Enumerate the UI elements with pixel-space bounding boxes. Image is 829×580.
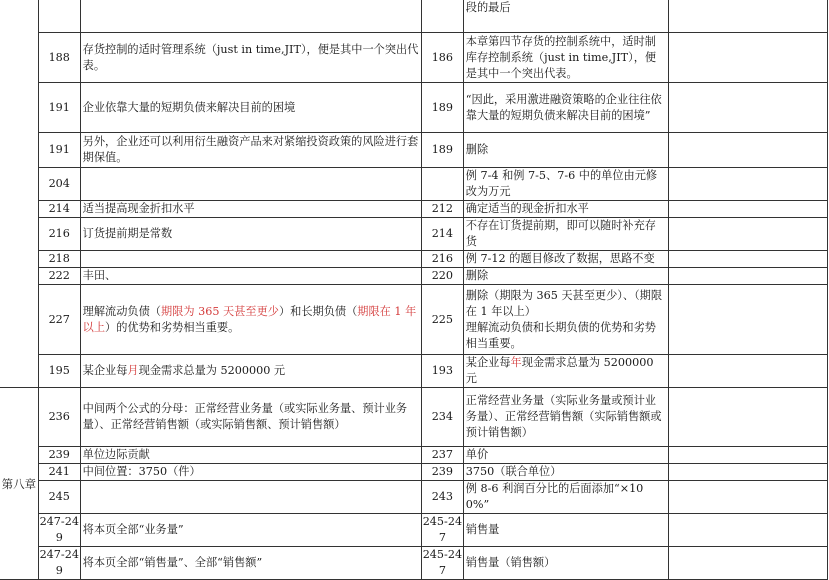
new-page-cell: 245-247 xyxy=(421,547,463,580)
new-text-line: 删除（期限为 365 天甚至更少）、（期限在 1 年以上） xyxy=(465,288,663,318)
old-text-cell: 丰田、 xyxy=(80,268,421,285)
table-row xyxy=(0,33,828,83)
old-text-cell xyxy=(80,285,421,355)
old-page-cell: 214 xyxy=(38,201,80,218)
new-text-cell: 确定适当的现金折扣水平 xyxy=(463,201,668,218)
old-page-cell: 239 xyxy=(38,447,80,464)
new-page-cell: 193 xyxy=(421,355,463,388)
old-page-cell: 247-249 xyxy=(38,547,80,580)
new-text-cell: 例 7-4 和例 7-5、7-6 中的单位由元修改为万元 xyxy=(463,168,668,201)
table-row xyxy=(0,285,828,355)
new-text-cell: 正常经营业务量（实际业务量或预计业务量）、正常经营销售额（实际销售额或预计销售额） xyxy=(463,388,668,447)
table-row xyxy=(0,447,828,464)
table-row xyxy=(0,251,828,268)
chapter-cell-7 xyxy=(0,0,38,388)
new-text-cell: 本章第四节存货的控制系统中，适时制库存控制系统（just in time,JIT），便是其中一个突出代表。 xyxy=(463,33,668,83)
new-page-cell: 186 xyxy=(421,33,463,83)
old-text-part: 现金需求总量为 5200000 元 xyxy=(138,364,286,377)
old-page-cell: 204 xyxy=(38,168,80,201)
new-page-cell: 212 xyxy=(421,201,463,218)
old-page-cell: 191 xyxy=(38,83,80,133)
table-row xyxy=(0,388,828,447)
new-text-cell: 销售量 xyxy=(463,514,668,547)
old-text-cell xyxy=(80,0,421,33)
new-page-cell xyxy=(421,168,463,201)
blank-cell xyxy=(668,83,827,133)
old-text-cell: 适当提高现金折扣水平 xyxy=(80,201,421,218)
old-text-cell: 将本页全部“销售量”、全部“销售额” xyxy=(80,547,421,580)
old-page-cell: 216 xyxy=(38,218,80,251)
new-page-cell: 189 xyxy=(421,83,463,133)
table-row xyxy=(0,218,828,251)
old-text-part: 某企业每 xyxy=(82,364,128,377)
blank-cell xyxy=(668,481,827,514)
blank-cell xyxy=(668,33,827,83)
blank-cell xyxy=(668,133,827,168)
old-page-cell: 195 xyxy=(38,355,80,388)
table-row xyxy=(0,83,828,133)
new-page-cell: 216 xyxy=(421,251,463,268)
blank-cell xyxy=(668,355,827,388)
old-page-cell: 245 xyxy=(38,481,80,514)
blank-cell xyxy=(668,168,827,201)
old-page-cell: 241 xyxy=(38,464,80,481)
blank-cell xyxy=(668,218,827,251)
table-row xyxy=(0,514,828,547)
blank-cell xyxy=(668,547,827,580)
new-text-line: 理解流动负债和长期负债的优势和劣势相当重要。 xyxy=(465,320,656,350)
old-page-cell: 222 xyxy=(38,268,80,285)
old-text-part: 理解流动负债（ xyxy=(82,304,161,318)
chapter-label: 第八章 xyxy=(0,388,38,580)
blank-cell xyxy=(668,0,827,33)
old-page-cell: 227 xyxy=(38,285,80,355)
new-text-cell: 3750（联合单位） xyxy=(463,464,668,481)
blank-cell xyxy=(668,251,827,268)
old-text-cell: 存货控制的适时管理系统（just in time,JIT），便是其中一个突出代表。 xyxy=(80,33,421,83)
old-page-cell: 188 xyxy=(38,33,80,83)
old-text-cell: 企业依靠大量的短期负债来解决目前的困境 xyxy=(80,83,421,133)
blank-cell xyxy=(668,388,827,447)
old-text-cell: 单位边际贡献 xyxy=(80,447,421,464)
blank-cell xyxy=(668,285,827,355)
new-page-cell: 245-247 xyxy=(421,514,463,547)
new-text-cell xyxy=(463,285,668,355)
new-page-cell: 239 xyxy=(421,464,463,481)
old-text-part: ）的优势和劣势相当重要。 xyxy=(105,320,240,334)
new-text-cell: 单价 xyxy=(463,447,668,464)
old-text-cell xyxy=(80,251,421,268)
old-text-cell: 中间两个公式的分母：正常经营业务量（或实际业务量、预计业务量）、正常经营销售额（或实际销售额、预计销售额） xyxy=(80,388,421,447)
old-page-cell: 236 xyxy=(38,388,80,447)
old-page-cell: 191 xyxy=(38,133,80,168)
table-row xyxy=(0,168,828,201)
blank-cell xyxy=(668,268,827,285)
new-text-cell: 例 7-12 的题目修改了数据，思路不变 xyxy=(463,251,668,268)
new-text-part: 现金需求总量为 5200000 元 xyxy=(465,356,654,385)
table-row xyxy=(0,268,828,285)
old-text-cell: 另外，企业还可以利用衍生融资产品来对紧缩投资政策的风险进行套期保值。 xyxy=(80,133,421,168)
new-text-part: 某企业每 xyxy=(465,356,511,369)
new-page-cell: 214 xyxy=(421,218,463,251)
old-text-cell xyxy=(80,168,421,201)
new-text-cell: “因此，采用激进融资策略的企业往往依靠大量的短期负债来解决目前的困境” xyxy=(463,83,668,133)
new-text-cell: 不存在订货提前期，即可以随时补充存货 xyxy=(463,218,668,251)
deleted-text-highlight: 期限在 1 年以上 xyxy=(82,304,417,334)
table-row xyxy=(0,547,828,580)
table-row xyxy=(0,355,828,388)
new-text-cell: 段的最后 xyxy=(463,0,668,33)
blank-cell xyxy=(668,447,827,464)
new-text-cell: 删除 xyxy=(463,268,668,285)
table-row xyxy=(0,464,828,481)
changed-text-highlight: 年 xyxy=(510,356,522,369)
old-text-cell xyxy=(80,481,421,514)
new-page-cell: 225 xyxy=(421,285,463,355)
new-text-cell: 例 8-6 利润百分比的后面添加“×100%” xyxy=(463,481,668,514)
deleted-text-highlight: 期限为 365 天甚至更少 xyxy=(160,304,279,318)
new-text-cell xyxy=(463,355,668,388)
table-row xyxy=(0,133,828,168)
old-text-cell: 中间位置：3750（件） xyxy=(80,464,421,481)
table-row xyxy=(0,481,828,514)
blank-cell xyxy=(668,201,827,218)
changed-text-highlight: 月 xyxy=(127,364,139,377)
old-page-cell xyxy=(38,0,80,33)
new-page-cell: 243 xyxy=(421,481,463,514)
old-text-cell xyxy=(80,355,421,388)
new-page-cell xyxy=(421,0,463,33)
old-text-part: ）和长期负债（ xyxy=(278,304,358,318)
new-page-cell: 234 xyxy=(421,388,463,447)
old-page-cell: 218 xyxy=(38,251,80,268)
table-row xyxy=(0,0,828,33)
new-text-cell: 删除 xyxy=(463,133,668,168)
blank-cell xyxy=(668,464,827,481)
new-text-cell: 销售量（销售额） xyxy=(463,547,668,580)
new-page-cell: 189 xyxy=(421,133,463,168)
table-row xyxy=(0,201,828,218)
new-page-cell: 220 xyxy=(421,268,463,285)
old-text-cell: 订货提前期是常数 xyxy=(80,218,421,251)
new-page-cell: 237 xyxy=(421,447,463,464)
old-page-cell: 247-249 xyxy=(38,514,80,547)
blank-cell xyxy=(668,514,827,547)
old-text-cell: 将本页全部“业务量” xyxy=(80,514,421,547)
